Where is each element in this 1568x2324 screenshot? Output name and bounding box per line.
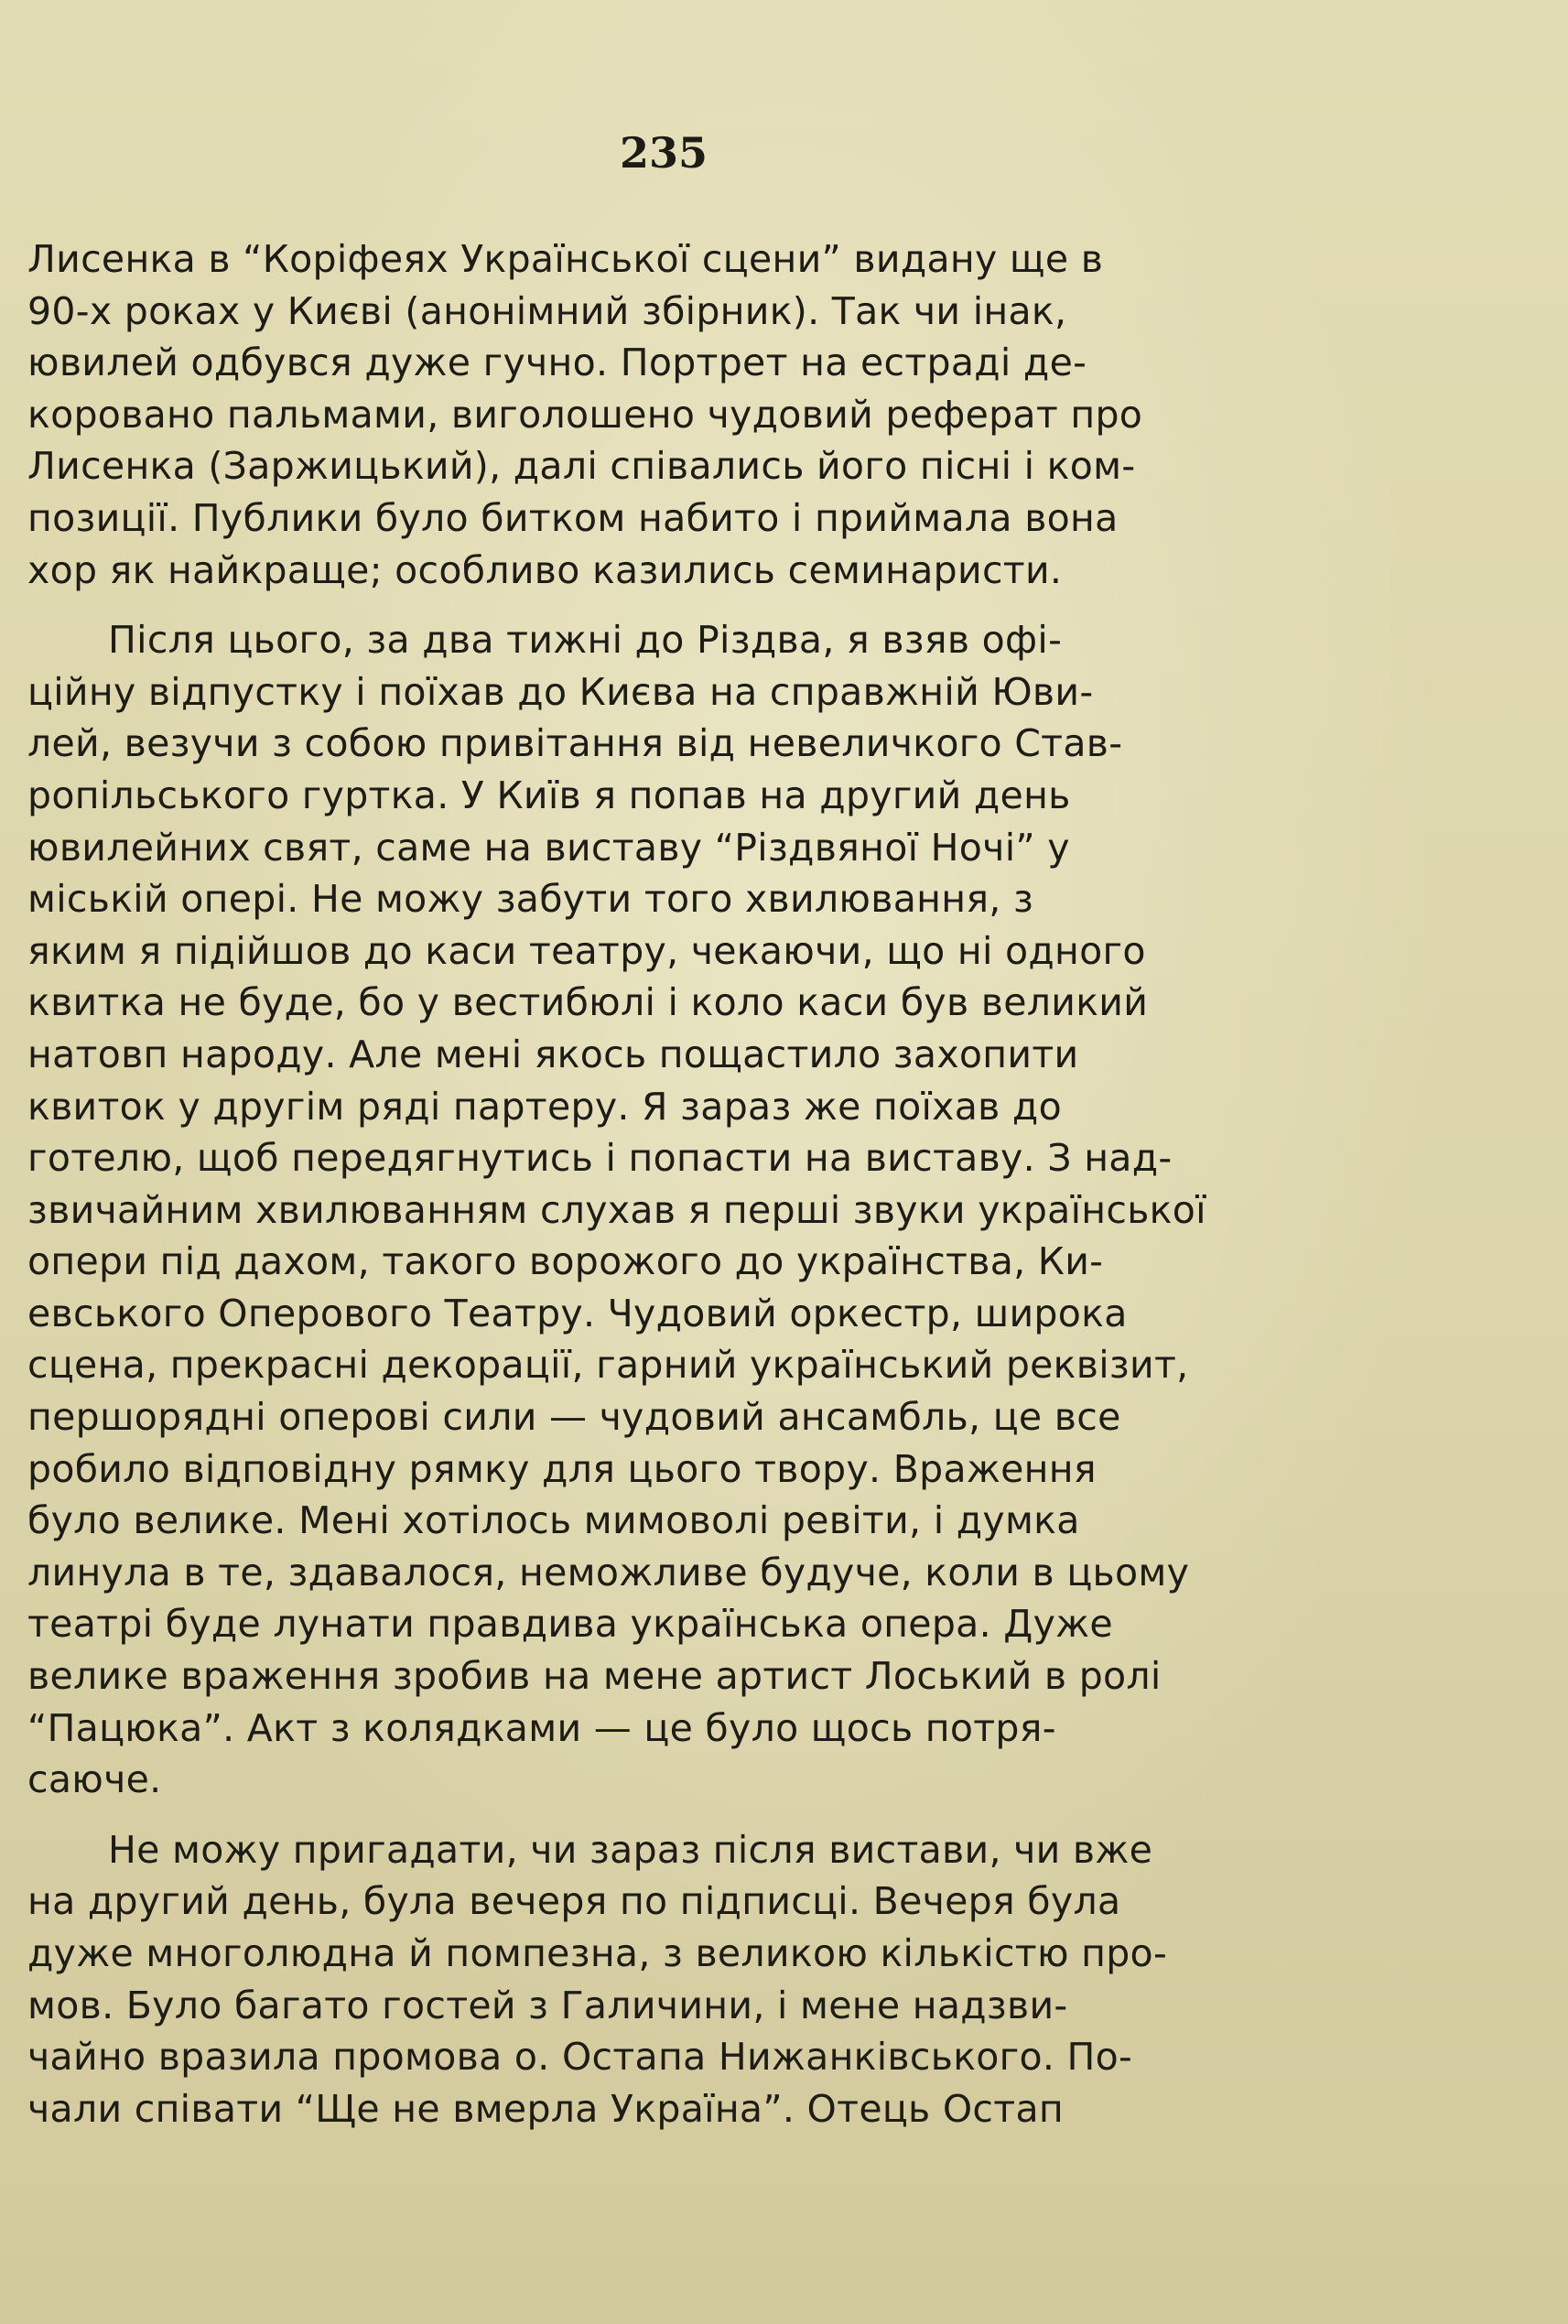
text-line: було велике. Мені хотілось мимоволі ревіти, і думка bbox=[27, 1498, 1080, 1543]
text-line: хор як найкраще; особливо казились семинаристи. bbox=[27, 547, 1063, 592]
text-line: 90-х роках у Києві (анонімний збірник). Так чи інак, bbox=[27, 288, 1067, 333]
text-line: евського Оперового Театру. Чудовий оркестр, широка bbox=[27, 1291, 1128, 1335]
text-line: натовп народу. Але мені якось пощастило захопити bbox=[27, 1032, 1079, 1076]
text-line: “Пацюка”. Акт з колядками — це було щось потря- bbox=[27, 1705, 1056, 1750]
text-line: квитка не буде, бо у вестибюлі і коло каси був великий bbox=[27, 980, 1149, 1025]
paragraph-3 bbox=[27, 1824, 1300, 2135]
text-line: позиції. Публики було битком набито і приймала вона bbox=[27, 495, 1119, 540]
text-line: яким я підійшов до каси театру, чекаючи, що ні одного bbox=[27, 928, 1146, 973]
text-line: велике враження зробив на мене артист Лоський в ролі bbox=[27, 1654, 1162, 1699]
text-line: ювилейних свят, саме на виставу “Різдвяної Ночі” у bbox=[27, 825, 1070, 870]
text-line: ювилей одбувся дуже гучно. Портрет на естраді де- bbox=[27, 340, 1087, 385]
text-line: чайно вразила промова о. Остапа Нижанківського. По- bbox=[27, 2035, 1133, 2080]
text-line: звичайним хвилюванням слухав я перші звуки української bbox=[27, 1187, 1206, 1232]
body-text bbox=[27, 233, 1300, 2135]
text-line: опери під дахом, такого ворожого до українства, Ки- bbox=[27, 1239, 1104, 1284]
paragraph-1 bbox=[27, 233, 1300, 596]
paragraph-2 bbox=[27, 614, 1300, 1806]
text-line: мов. Було багато гостей з Галичини, і мене надзви- bbox=[27, 1983, 1068, 2027]
text-line: ропільського гуртка. У Київ я попав на другий день bbox=[27, 773, 1071, 817]
text-line: линула в те, здавалося, неможливе будуче, коли в цьому bbox=[27, 1550, 1190, 1594]
text-line: квиток у другім ряді партеру. Я зараз же поїхав до bbox=[27, 1084, 1062, 1129]
text-line: першорядні оперові сили — чудовий ансамбль, це все bbox=[27, 1395, 1121, 1440]
text-line: саюче. bbox=[27, 1757, 162, 1802]
text-line: робило відповідну рямку для цього твору. Враження bbox=[27, 1446, 1097, 1491]
text-line: сцена, прекрасні декорації, гарний український реквізит, bbox=[27, 1343, 1189, 1388]
text-line: Лисенка (Заржицький), далі співались його пісні і ком- bbox=[27, 444, 1136, 489]
text-line: чали співати “Ще не вмерла Україна”. Отець Остап bbox=[27, 2086, 1064, 2131]
text-line: готелю, щоб передягнутись і попасти на виставу. З над- bbox=[27, 1136, 1173, 1181]
text-line: Не можу пригадати, чи зараз після вистави, чи вже bbox=[108, 1827, 1153, 1872]
text-line: міській опері. Не можу забути того хвилювання, з bbox=[27, 877, 1034, 922]
text-line: коровано пальмами, виголошено чудовий реферат про bbox=[27, 392, 1143, 437]
text-line: лей, везучи з собою привітання від невеличкого Став- bbox=[27, 721, 1123, 766]
text-line: дуже многолюдна й помпезна, з великою кількістю про- bbox=[27, 1931, 1168, 1975]
text-line: ційну відпустку і поїхав до Києва на справжній Юви- bbox=[27, 669, 1094, 714]
text-line: на другий день, була вечеря по підписці. Вечеря була bbox=[27, 1879, 1121, 1924]
text-line: театрі буде лунати правдива українська опера. Дуже bbox=[27, 1602, 1113, 1647]
text-line: Лисенка в “Коріфеях Української сцени” видану ще в bbox=[27, 237, 1104, 281]
page-number: 235 bbox=[619, 128, 708, 178]
text-line: Після цього, за два тижні до Різдва, я взяв офі- bbox=[108, 618, 1063, 663]
